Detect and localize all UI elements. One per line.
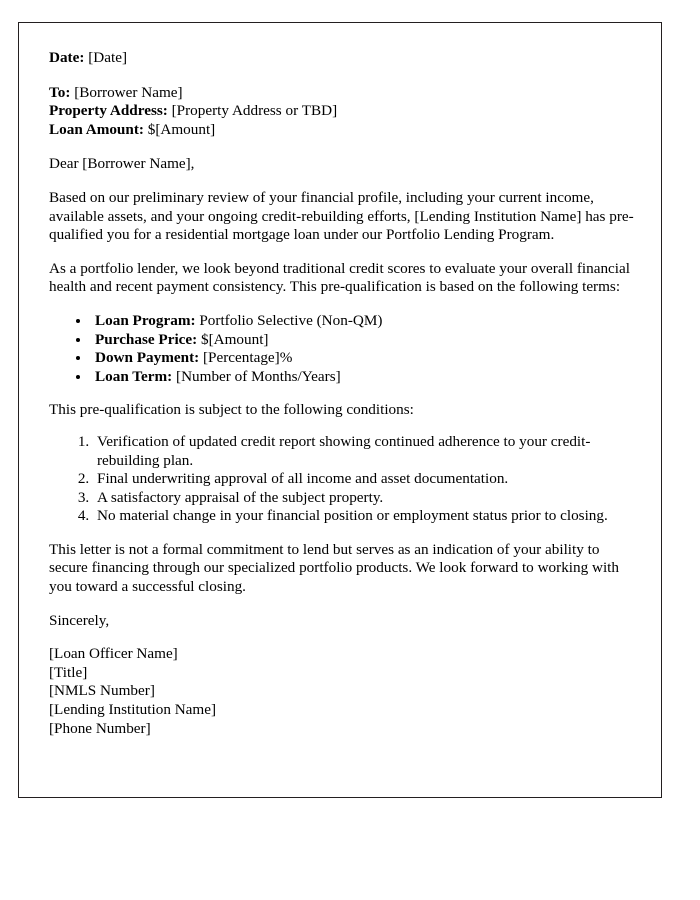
date-line (49, 49, 637, 68)
spacer (49, 386, 637, 401)
term-value: [Percentage]% (203, 349, 293, 367)
list-item (91, 368, 637, 387)
spacer (49, 245, 637, 260)
signature-phone-number: [Phone Number] (49, 719, 151, 737)
list-item: 2. Final underwriting approval of all income and asset documentation. (93, 470, 637, 489)
spacer (49, 630, 637, 645)
to-label: To: (49, 83, 71, 101)
term-value: [Number of Months/Years] (176, 367, 341, 385)
list-item: 4. No material change in your financial position or employment status prior to closing. (93, 507, 637, 526)
spacer (49, 174, 637, 189)
date-value: [Date] (88, 49, 128, 66)
conditions-intro: This pre-qualification is subject to the following conditions: (49, 401, 414, 419)
term-label: Loan Term: (95, 367, 173, 385)
signature-institution-name: [Lending Institution Name] (49, 701, 217, 719)
signature-nmls-number: [NMLS Number] (49, 682, 155, 700)
loan-terms-list (49, 312, 637, 386)
list-item (91, 312, 637, 331)
recipient-line (49, 84, 637, 103)
to-value: [Borrower Name] (74, 83, 183, 101)
term-label: Loan Program: (95, 311, 196, 329)
closing-salutation: Sincerely, (49, 611, 110, 629)
spacer (49, 597, 637, 612)
date-label: Date: (49, 49, 85, 66)
loan-amount-label: Loan Amount: (49, 120, 144, 138)
property-address-value: [Property Address or TBD] (171, 102, 338, 120)
list-item (91, 331, 637, 350)
letter-content (49, 49, 637, 738)
signature-title: [Title] (49, 663, 88, 681)
property-address-label: Property Address: (49, 102, 168, 120)
term-label: Down Payment: (95, 349, 200, 367)
letter-page (18, 22, 662, 798)
term-label: Purchase Price: (95, 330, 198, 348)
spacer (49, 297, 637, 312)
loan-amount-line (49, 121, 637, 140)
list-item: 3. A satisfactory appraisal of the subject property. (93, 489, 637, 508)
term-value: Portfolio Selective (Non-QM) (199, 311, 383, 329)
body-paragraph-3: This letter is not a formal commitment to lend but serves as an indication of your ability to secure financing through our specialized portfolio products. We look forward to working with you toward a successful closing. (49, 540, 619, 596)
body-paragraph-2: As a portfolio lender, we look beyond traditional credit scores to evaluate your overall financial health and recent payment consistency. This pre-qualification is based on the following terms: (49, 259, 630, 296)
conditions-list (49, 433, 637, 526)
spacer (49, 68, 637, 84)
property-address-line (49, 102, 637, 121)
list-item (91, 349, 637, 368)
salutation: Dear [Borrower Name], (49, 155, 195, 173)
spacer (49, 420, 637, 433)
loan-amount-value: $[Amount] (147, 120, 216, 138)
body-paragraph-1: Based on our preliminary review of your financial profile, including your current income, available assets, and your ongoing credit-rebuilding efforts, [Lending Institution Name] has pre-qualified you for a residential mortgage loan under our Portfolio Lending Program. (49, 188, 634, 244)
spacer (49, 526, 637, 541)
term-value: $[Amount] (201, 330, 269, 348)
spacer (49, 139, 637, 155)
list-item: 1. Verification of updated credit report showing continued adherence to your credit-rebuilding plan. (93, 433, 637, 470)
signature-officer-name: [Loan Officer Name] (49, 645, 178, 663)
